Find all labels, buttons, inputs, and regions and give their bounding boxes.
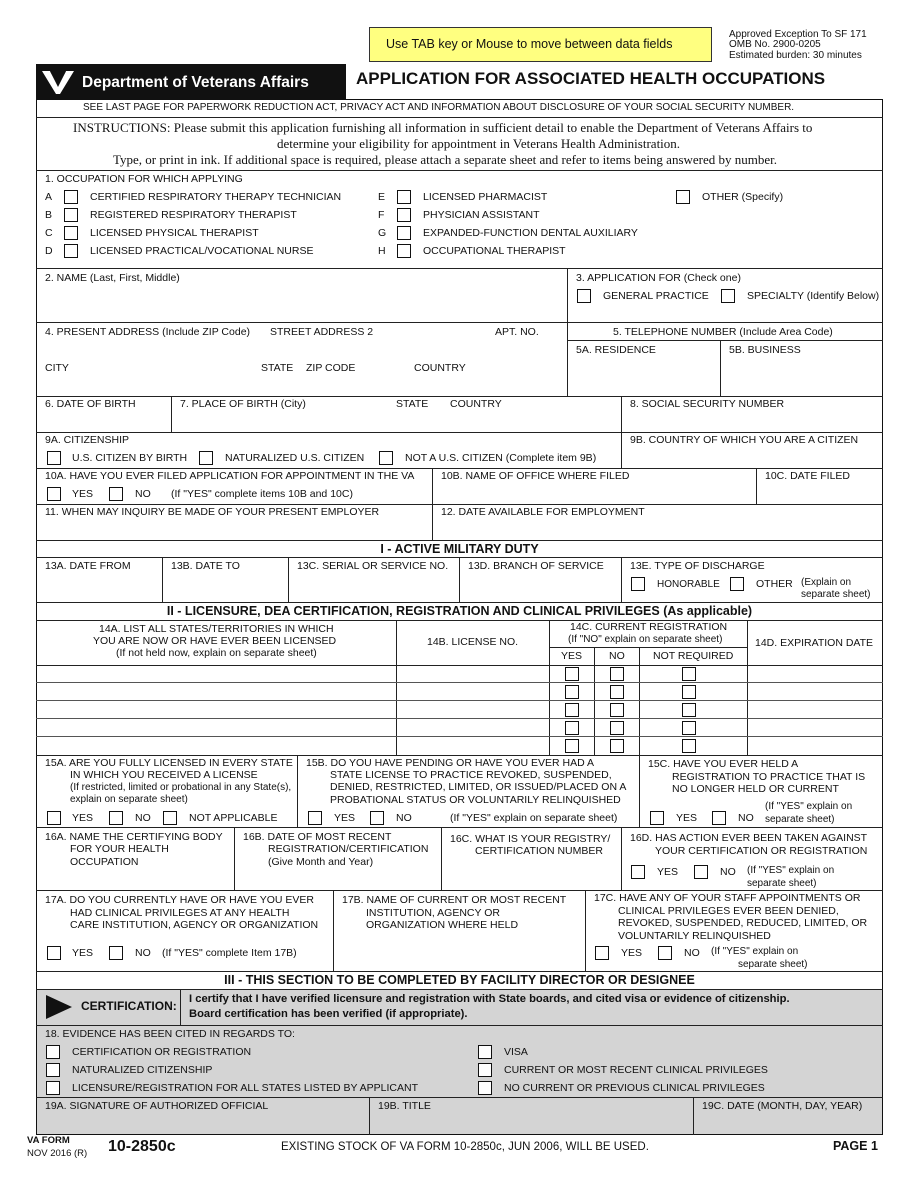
- license-row-5[interactable]: [36, 737, 883, 755]
- 17c-note-1: (If "YES" explain on: [711, 946, 799, 957]
- item2-label: 2. NAME (Last, First, Middle): [45, 272, 180, 284]
- checkbox-14c-no-4[interactable]: [610, 721, 624, 735]
- item8-label: 8. SOCIAL SECURITY NUMBER: [630, 398, 785, 410]
- certification-label: CERTIFICATION:: [81, 999, 177, 1013]
- option-letter-a: A: [45, 191, 53, 203]
- footer-form-number: 10-2850c: [108, 1138, 176, 1155]
- 15a-na-label: NOT APPLICABLE: [189, 812, 278, 824]
- item3-label: 3. APPLICATION FOR (Check one): [576, 272, 741, 284]
- 16c-text-2: CERTIFICATION NUMBER: [475, 845, 603, 857]
- 16d-text-1: 16D. HAS ACTION EVER BEEN TAKEN AGAINST: [630, 832, 868, 844]
- 15c-note-1: (If "YES" explain on: [765, 801, 853, 812]
- checkbox-not-citizen[interactable]: [379, 451, 393, 465]
- ev-visa-label: VISA: [504, 1046, 528, 1058]
- 16c-text-1: 16C. WHAT IS YOUR REGISTRY/: [450, 833, 611, 845]
- 17b-text-3: ORGANIZATION WHERE HELD: [366, 919, 519, 931]
- checkbox-naturalized[interactable]: [199, 451, 213, 465]
- naturalized-label: NATURALIZED U.S. CITIZEN: [225, 452, 365, 464]
- checkbox-occupation-g[interactable]: [397, 226, 411, 240]
- option-letter-b: B: [45, 209, 53, 221]
- checkbox-17a-no[interactable]: [109, 946, 123, 960]
- 17c-text-4: VOLUNTARILY RELINQUISHED: [618, 930, 771, 942]
- discharge-other-note-1: (Explain on: [801, 577, 852, 588]
- 13a-label: 13A. DATE FROM: [45, 560, 131, 572]
- item10b-label: 10B. NAME OF OFFICE WHERE FILED: [441, 470, 630, 482]
- option-letter-g: G: [378, 227, 387, 239]
- checkbox-14c-yes-3[interactable]: [565, 703, 579, 717]
- option-letter-d: D: [45, 245, 53, 257]
- checkbox-17c-no[interactable]: [658, 946, 672, 960]
- item11-label: 11. WHEN MAY INQUIRY BE MADE OF YOUR PRESENT EMPLOYER: [45, 506, 380, 518]
- 15b-text-1: 15B. DO YOU HAVE PENDING OR HAVE YOU EVER HAD A: [306, 757, 595, 769]
- certification-text-1: I certify that I have verified licensure and registration with State boards, and cited visa or evidence of citizenship.: [189, 993, 790, 1005]
- 16d-yes-label: YES: [657, 866, 679, 878]
- item18-label: 18. EVIDENCE HAS BEEN CITED IN REGARDS TO:: [45, 1028, 295, 1040]
- checkbox-occupation-other[interactable]: [676, 190, 690, 204]
- checkbox-14c-no-1[interactable]: [610, 667, 624, 681]
- footer-va-form: VA FORM: [27, 1135, 70, 1146]
- option-label-h: OCCUPATIONAL THERAPIST: [423, 245, 566, 257]
- 15b-note: (If "YES" explain on separate sheet): [450, 812, 618, 824]
- 16b-text-1: 16B. DATE OF MOST RECENT: [243, 831, 392, 843]
- 16b-text-2: REGISTRATION/CERTIFICATION: [268, 843, 429, 855]
- specialty-label: SPECIALTY (Identify Below): [747, 290, 880, 302]
- not-citizen-label: NOT A U.S. CITIZEN (Complete item 9B): [405, 452, 597, 464]
- 15b-text-3: DENIED, RESTRICTED, LIMITED, OR ISSUED/PLACED ON A: [330, 781, 627, 793]
- checkbox-14c-no-3[interactable]: [610, 703, 624, 717]
- checkbox-14c-yes-1[interactable]: [565, 667, 579, 681]
- 17a-no-label: NO: [135, 947, 151, 959]
- license-row-1[interactable]: [36, 665, 883, 683]
- 16a-text-3: OCCUPATION: [70, 856, 139, 868]
- country-label: COUNTRY: [414, 362, 466, 374]
- 15b-no-label: NO: [396, 812, 412, 824]
- license-row-3[interactable]: [36, 701, 883, 719]
- checkbox-occupation-b[interactable]: [64, 208, 78, 222]
- checkbox-ev-privileges[interactable]: [478, 1063, 492, 1077]
- birth-state-label: STATE: [396, 398, 429, 410]
- ev-certification-label: CERTIFICATION OR REGISTRATION: [72, 1046, 252, 1058]
- item7-label: 7. PLACE OF BIRTH (City): [180, 398, 306, 410]
- checkbox-occupation-f[interactable]: [397, 208, 411, 222]
- 16b-text-3: (Give Month and Year): [268, 856, 374, 868]
- form-title: APPLICATION FOR ASSOCIATED HEALTH OCCUPATIONS: [356, 69, 826, 88]
- checkbox-occupation-h[interactable]: [397, 244, 411, 258]
- play-arrow-icon: [45, 994, 73, 1020]
- checkbox-15b-yes[interactable]: [308, 811, 322, 825]
- option-label-c: LICENSED PHYSICAL THERAPIST: [90, 227, 259, 239]
- item10a-label: 10A. HAVE YOU EVER FILED APPLICATION FOR APPOINTMENT IN THE VA: [45, 470, 415, 482]
- license-row-2[interactable]: [36, 683, 883, 701]
- checkbox-general-practice[interactable]: [577, 289, 591, 303]
- 14c-header-1: 14C. CURRENT REGISTRATION: [570, 621, 728, 633]
- checkbox-15c-yes[interactable]: [650, 811, 664, 825]
- 17a-text-3: CARE INSTITUTION, AGENCY OR ORGANIZATION: [70, 919, 319, 931]
- 15c-no-label: NO: [738, 812, 754, 824]
- 17c-text-1: 17C. HAVE ANY OF YOUR STAFF APPOINTMENTS OR: [594, 892, 861, 904]
- 17c-text-2: CLINICAL PRIVILEGES EVER BEEN DENIED,: [618, 905, 839, 917]
- checkbox-14c-nr-3[interactable]: [682, 703, 696, 717]
- discharge-other-note-2: separate sheet): [801, 589, 871, 600]
- 10a-yes-label: YES: [72, 488, 94, 500]
- instructions-line-3: Type, or print in ink. If additional space is required, please attach a separate sheet and refer to items being answered by number.: [113, 152, 778, 167]
- checkbox-ev-licensure[interactable]: [46, 1081, 60, 1095]
- tab-notice: [369, 27, 712, 62]
- option-label-f: PHYSICIAN ASSISTANT: [423, 209, 540, 221]
- omb-line-3: Estimated burden: 30 minutes: [729, 50, 862, 61]
- checkbox-17a-yes[interactable]: [47, 946, 61, 960]
- 17b-text-2: INSTITUTION, AGENCY OR: [366, 907, 500, 919]
- footer-page: PAGE 1: [833, 1139, 878, 1153]
- checkbox-16d-yes[interactable]: [631, 865, 645, 879]
- 17a-text-1: 17A. DO YOU CURRENTLY HAVE OR HAVE YOU EVER: [45, 894, 314, 906]
- certification-text-2: Board certification has been verified (if appropriate).: [189, 1008, 468, 1020]
- item9a-label: 9A. CITIZENSHIP: [45, 434, 130, 446]
- street2-label: STREET ADDRESS 2: [270, 326, 374, 338]
- item12-label: 12. DATE AVAILABLE FOR EMPLOYMENT: [441, 506, 645, 518]
- 17b-text-1: 17B. NAME OF CURRENT OR MOST RECENT: [342, 894, 567, 906]
- checkbox-occupation-a[interactable]: [64, 190, 78, 204]
- 15a-no-label: NO: [135, 812, 151, 824]
- 15c-yes-label: YES: [676, 812, 698, 824]
- city-label: CITY: [45, 362, 69, 374]
- option-letter-c: C: [45, 227, 53, 239]
- 17c-note-2: separate sheet): [738, 959, 808, 970]
- 14c-no-header: NO: [609, 650, 625, 662]
- 14c-header-2: (If "NO" explain on separate sheet): [568, 634, 723, 645]
- 16a-text-2: FOR YOUR HEALTH: [70, 843, 169, 855]
- 14a-header-1: 14A. LIST ALL STATES/TERRITORIES IN WHICH: [99, 623, 334, 635]
- 17c-text-3: REVOKED, SUSPENDED, REDUCED, LIMITED, OR: [618, 917, 868, 929]
- checkbox-specialty[interactable]: [721, 289, 735, 303]
- section3-title: III - THIS SECTION TO BE COMPLETED BY FACILITY DIRECTOR OR DESIGNEE: [224, 973, 695, 987]
- checkbox-citizen-birth[interactable]: [47, 451, 61, 465]
- section1-title: I - ACTIVE MILITARY DUTY: [380, 542, 539, 556]
- va-logo-icon: [40, 67, 76, 96]
- 10a-no-label: NO: [135, 488, 151, 500]
- checkbox-ev-no-privileges[interactable]: [478, 1081, 492, 1095]
- 16a-text-1: 16A. NAME THE CERTIFYING BODY: [45, 831, 223, 843]
- agency-name: Department of Veterans Affairs: [82, 74, 309, 91]
- citizen-birth-label: U.S. CITIZEN BY BIRTH: [72, 452, 188, 464]
- business-label: 5B. BUSINESS: [729, 344, 801, 356]
- 19b-label: 19B. TITLE: [378, 1100, 431, 1112]
- 10a-note: (If "YES" complete items 10B and 10C): [171, 488, 353, 500]
- 15a-yes-label: YES: [72, 812, 94, 824]
- 15b-yes-label: YES: [334, 812, 356, 824]
- 14a-header-2: YOU ARE NOW OR HAVE EVER BEEN LICENSED: [93, 635, 337, 647]
- general-practice-label: GENERAL PRACTICE: [603, 290, 709, 302]
- 15a-text-1: 15A. ARE YOU FULLY LICENSED IN EVERY STATE: [45, 757, 293, 769]
- agency-banner: [36, 64, 346, 99]
- item1-label: 1. OCCUPATION FOR WHICH APPLYING: [45, 173, 243, 185]
- residence-label: 5A. RESIDENCE: [576, 344, 656, 356]
- 16d-note-1: (If "YES" explain on: [747, 865, 835, 876]
- 14a-header-3: (If not held now, explain on separate sheet): [116, 647, 317, 659]
- option-letter-f: F: [378, 209, 385, 221]
- apt-label: APT. NO.: [495, 326, 539, 338]
- checkbox-ev-visa[interactable]: [478, 1045, 492, 1059]
- 15b-text-2: STATE LICENSE TO PRACTICE REVOKED, SUSPENDED,: [330, 769, 612, 781]
- 15a-text-4: explain on separate sheet): [70, 794, 188, 805]
- checkbox-15b-no[interactable]: [370, 811, 384, 825]
- option-letter-e: E: [378, 191, 386, 203]
- 14c-not-required-header: NOT REQUIRED: [653, 650, 734, 662]
- option-label-b: REGISTERED RESPIRATORY THERAPIST: [90, 209, 297, 221]
- checkbox-14c-nr-2[interactable]: [682, 685, 696, 699]
- 16d-note-2: separate sheet): [747, 878, 817, 889]
- checkbox-14c-nr-4[interactable]: [682, 721, 696, 735]
- license-row-4[interactable]: [36, 719, 883, 737]
- ev-naturalized-label: NATURALIZED CITIZENSHIP: [72, 1064, 213, 1076]
- option-label-a: CERTIFIED RESPIRATORY THERAPY TECHNICIAN: [90, 191, 342, 203]
- checkbox-17c-yes[interactable]: [595, 946, 609, 960]
- footer-stock-notice: EXISTING STOCK OF VA FORM 10-2850c, JUN 2006, WILL BE USED.: [281, 1141, 649, 1153]
- 15c-text-2: REGISTRATION TO PRACTICE THAT IS: [672, 771, 866, 783]
- 15b-text-4: PROBATIONAL STATUS OR VOLUNTARILY RELINQUISHED: [330, 794, 621, 806]
- checkbox-15a-na[interactable]: [163, 811, 177, 825]
- item4-label: 4. PRESENT ADDRESS (Include ZIP Code): [45, 326, 251, 338]
- 17a-note: (If "YES" complete Item 17B): [162, 947, 297, 959]
- item10c-label: 10C. DATE FILED: [765, 470, 850, 482]
- checkbox-ev-naturalized[interactable]: [46, 1063, 60, 1077]
- 15a-text-2: IN WHICH YOU RECEIVED A LICENSE: [70, 769, 258, 781]
- item6-label: 6. DATE OF BIRTH: [45, 398, 136, 410]
- ev-licensure-label: LICENSURE/REGISTRATION FOR ALL STATES LISTED BY APPLICANT: [72, 1082, 419, 1094]
- 17c-no-label: NO: [684, 947, 700, 959]
- checkbox-14c-yes-4[interactable]: [565, 721, 579, 735]
- 17c-yes-label: YES: [621, 947, 643, 959]
- honorable-label: HONORABLE: [657, 579, 720, 590]
- discharge-other-label: OTHER: [756, 578, 793, 590]
- checkbox-16d-no[interactable]: [694, 865, 708, 879]
- 15a-text-3: (If restricted, limited or probational in any State(s),: [70, 782, 292, 793]
- checkbox-occupation-c[interactable]: [64, 226, 78, 240]
- checkbox-14c-nr-1[interactable]: [682, 667, 696, 681]
- footer-edition: NOV 2016 (R): [27, 1148, 88, 1159]
- checkbox-15a-yes[interactable]: [47, 811, 61, 825]
- 16d-no-label: NO: [720, 866, 736, 878]
- omb-line-1: Approved Exception To SF 171: [729, 29, 867, 40]
- notice-line: SEE LAST PAGE FOR PAPERWORK REDUCTION ACT, PRIVACY ACT AND INFORMATION ABOUT DISCLOSURE OF YOUR SOCIAL SECURITY NUMBER.: [83, 102, 795, 113]
- 15c-text-3: NO LONGER HELD OR CURRENT: [672, 783, 839, 795]
- option-label-d: LICENSED PRACTICAL/VOCATIONAL NURSE: [90, 245, 314, 257]
- checkbox-occupation-e[interactable]: [397, 190, 411, 204]
- checkbox-14c-no-2[interactable]: [610, 685, 624, 699]
- option-label-e: LICENSED PHARMACIST: [423, 191, 548, 203]
- ev-no-privileges-label: NO CURRENT OR PREVIOUS CLINICAL PRIVILEGES: [504, 1082, 765, 1094]
- 15c-text-1: 15C. HAVE YOU EVER HELD A: [648, 758, 799, 770]
- tab-notice-text: Use TAB key or Mouse to move between data fields: [386, 37, 673, 51]
- checkbox-occupation-d[interactable]: [64, 244, 78, 258]
- instructions-line-1: INSTRUCTIONS: Please submit this application furnishing all information in sufficient detail to enable the Department of Veterans Affairs to: [73, 120, 813, 135]
- item9b-label: 9B. COUNTRY OF WHICH YOU ARE A CITIZEN: [630, 434, 859, 446]
- 19a-label: 19A. SIGNATURE OF AUTHORIZED OFFICIAL: [45, 1100, 269, 1112]
- checkbox-14c-nr-5[interactable]: [682, 739, 696, 753]
- state-label: STATE: [261, 362, 294, 374]
- section2-title: II - LICENSURE, DEA CERTIFICATION, REGISTRATION AND CLINICAL PRIVILEGES (As applicable): [166, 604, 753, 618]
- checkbox-honorable[interactable]: [631, 577, 645, 591]
- option-letter-h: H: [378, 245, 386, 257]
- 14b-header: 14B. LICENSE NO.: [427, 636, 519, 648]
- 17a-text-2: HAD CLINICAL PRIVILEGES AT ANY HEALTH: [70, 907, 290, 919]
- birth-country-label: COUNTRY: [450, 398, 502, 410]
- checkbox-ev-certification[interactable]: [46, 1045, 60, 1059]
- checkbox-14c-yes-2[interactable]: [565, 685, 579, 699]
- 19c-label: 19C. DATE (MONTH, DAY, YEAR): [702, 1100, 863, 1112]
- checkbox-10a-yes[interactable]: [47, 487, 61, 501]
- checkbox-15a-no[interactable]: [109, 811, 123, 825]
- 14c-yes-header: YES: [561, 650, 583, 662]
- checkbox-discharge-other[interactable]: [730, 577, 744, 591]
- 13b-label: 13B. DATE TO: [171, 560, 240, 572]
- option-label-other: OTHER (Specify): [702, 191, 784, 203]
- checkbox-10a-no[interactable]: [109, 487, 123, 501]
- 15c-note-2: separate sheet): [765, 814, 835, 825]
- zip-label: ZIP CODE: [306, 362, 356, 374]
- instructions-line-2: determine your eligibility for appointment in Veterans Health Administration.: [277, 136, 681, 151]
- item5-label: 5. TELEPHONE NUMBER (Include Area Code): [613, 326, 833, 338]
- 13c-label: 13C. SERIAL OR SERVICE NO.: [297, 560, 449, 572]
- 13e-label: 13E. TYPE OF DISCHARGE: [630, 560, 765, 572]
- 17a-yes-label: YES: [72, 947, 94, 959]
- ev-privileges-label: CURRENT OR MOST RECENT CLINICAL PRIVILEGES: [504, 1064, 768, 1076]
- checkbox-15c-no[interactable]: [712, 811, 726, 825]
- omb-line-2: OMB No. 2900-0205: [729, 39, 821, 50]
- checkbox-14c-no-5[interactable]: [610, 739, 624, 753]
- checkbox-14c-yes-5[interactable]: [565, 739, 579, 753]
- option-label-g: EXPANDED-FUNCTION DENTAL AUXILIARY: [423, 227, 638, 239]
- 16d-text-2: YOUR CERTIFICATION OR REGISTRATION: [655, 845, 868, 857]
- 14d-header: 14D. EXPIRATION DATE: [755, 637, 874, 649]
- 13d-label: 13D. BRANCH OF SERVICE: [468, 560, 604, 572]
